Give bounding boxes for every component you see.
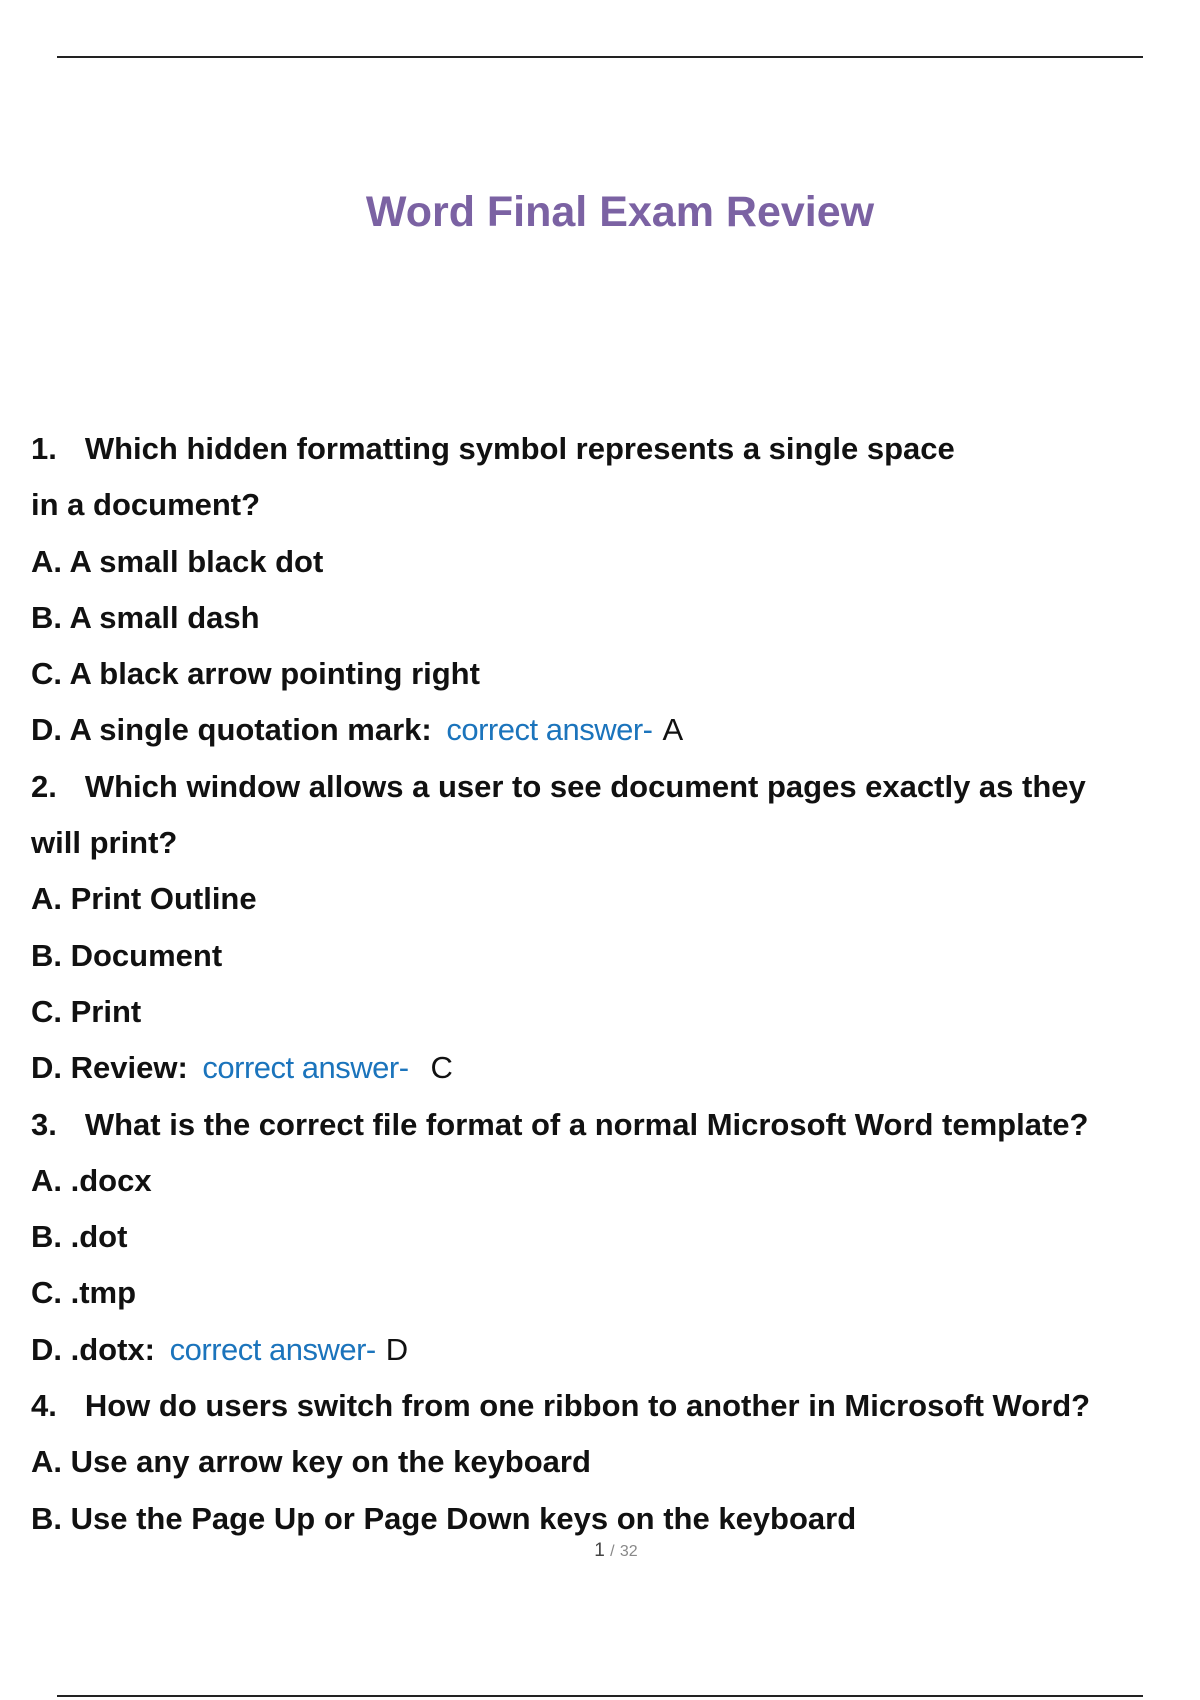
question-2 <box>31 759 1171 1097</box>
question-4-line-1: How do users switch from one ribbon to another in Microsoft Word? <box>84 1388 1091 1424</box>
question-3-option-d-row <box>31 1322 1171 1378</box>
question-4-text <box>31 1378 1171 1434</box>
page-total: 32 <box>619 1543 638 1560</box>
question-1-correct-label: correct answer- <box>446 712 653 748</box>
question-1-option-c: C. A black arrow pointing right <box>31 656 480 692</box>
question-3-line-1: What is the correct file format of a normal Microsoft Word template? <box>84 1106 1089 1142</box>
question-1-line-1: Which hidden formatting symbol represents a single space <box>84 431 955 466</box>
question-3 <box>31 1097 1171 1378</box>
question-4-option-a: A. Use any arrow key on the keyboard <box>31 1444 591 1480</box>
question-1-option-b: B. A small dash <box>31 599 260 635</box>
page-current: 1 <box>594 1540 605 1561</box>
question-1-line-2: in a document? <box>31 487 261 523</box>
question-2-correct-label: correct answer- <box>202 1050 409 1086</box>
question-1-option-d-row <box>31 702 1171 758</box>
question-list <box>31 421 1171 1547</box>
question-3-correct-label: correct answer- <box>169 1331 376 1367</box>
question-4 <box>31 1378 1171 1547</box>
page-indicator <box>0 1540 1200 1562</box>
question-1-number: 1. <box>31 431 57 466</box>
page-separator: / <box>610 1543 615 1560</box>
question-1 <box>31 421 1171 759</box>
question-4-number: 4. <box>31 1388 57 1424</box>
question-3-option-b: B. .dot <box>31 1219 128 1255</box>
question-2-option-b: B. Document <box>31 937 223 973</box>
question-3-option-a: A. .docx <box>31 1162 152 1198</box>
top-rule <box>57 56 1143 58</box>
question-3-option-d: D. .dotx: <box>31 1331 155 1367</box>
question-3-number: 3. <box>31 1106 57 1142</box>
question-3-option-c: C. .tmp <box>31 1275 137 1311</box>
document-title: Word Final Exam Review <box>365 188 875 236</box>
question-2-line-2: will print? <box>31 825 178 861</box>
bottom-rule <box>57 1695 1143 1697</box>
question-3-correct-letter: D <box>385 1331 409 1367</box>
question-2-option-d: D. Review: <box>31 1050 188 1086</box>
question-1-option-a: A. A small black dot <box>31 543 324 579</box>
question-1-option-d: D. A single quotation mark: <box>31 712 432 748</box>
question-2-number: 2. <box>31 768 57 804</box>
question-3-text <box>31 1097 1171 1153</box>
question-2-text <box>31 759 1171 815</box>
question-1-text <box>31 421 1171 477</box>
question-2-line-1: Which window allows a user to see document pages exactly as they <box>84 768 1086 804</box>
question-1-correct-letter: A <box>662 712 684 748</box>
question-2-option-d-row <box>31 1040 1171 1096</box>
question-2-option-c: C. Print <box>31 993 142 1029</box>
question-4-option-b: B. Use the Page Up or Page Down keys on the keyboard <box>31 1500 857 1536</box>
question-2-correct-letter: C <box>430 1050 453 1086</box>
question-2-option-a: A. Print Outline <box>31 881 257 917</box>
